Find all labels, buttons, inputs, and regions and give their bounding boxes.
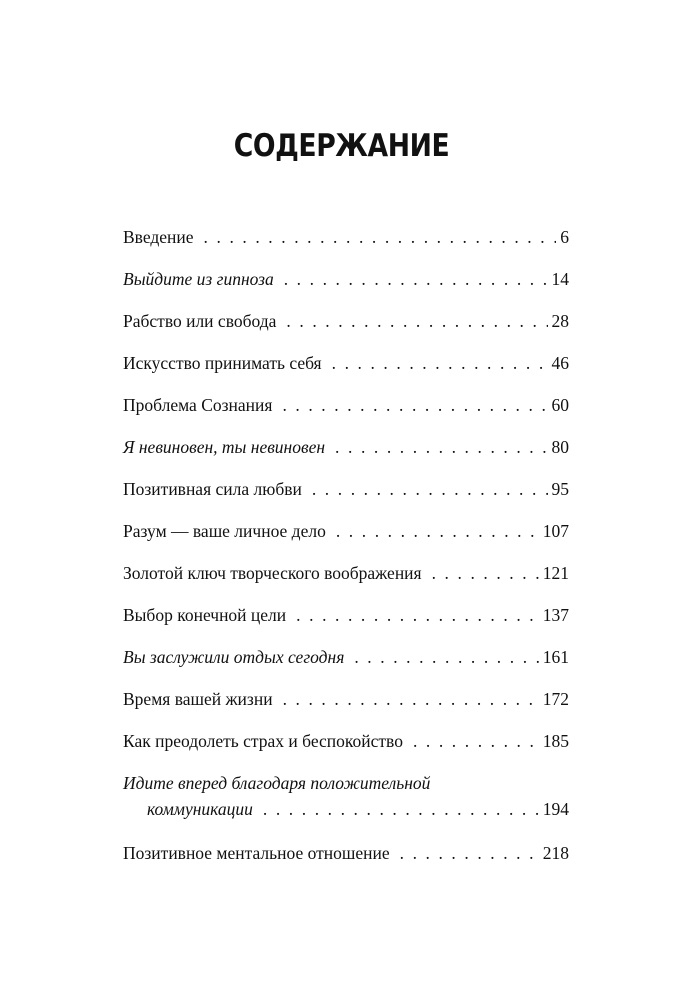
toc-entry-page: 80: [551, 437, 569, 457]
toc-entry-page: 194: [542, 799, 569, 819]
toc-entry-title: Как преодолеть страх и беспокойство: [123, 731, 403, 751]
dot-leader: [312, 476, 548, 502]
page-title: СОДЕРЖАНИЕ: [233, 128, 450, 164]
toc-entry[interactable]: [123, 560, 569, 602]
toc-entry-title: Введение: [123, 227, 194, 247]
toc-entry-page: 6: [560, 227, 569, 247]
dot-leader: [335, 434, 547, 460]
dot-leader: [282, 392, 547, 418]
toc-entry-title: Искусство принимать себя: [123, 353, 322, 373]
table-of-contents: [123, 224, 569, 882]
toc-entry-title-continuation: коммуникации: [147, 799, 253, 819]
toc-entry-page: 60: [551, 395, 569, 415]
toc-entry[interactable]: [123, 266, 569, 308]
toc-entry-page: 14: [551, 269, 569, 289]
toc-entry[interactable]: [123, 840, 569, 882]
toc-entry-title: Время вашей жизни: [123, 689, 273, 709]
toc-entry-page: 28: [551, 311, 569, 331]
dot-leader: [204, 224, 557, 250]
dot-leader: [336, 518, 539, 544]
toc-entry-title: Позитивное ментальное отношение: [123, 843, 390, 863]
toc-entry-title: Рабство или свобода: [123, 311, 277, 331]
toc-entry-title: Вы заслужили отдых сегодня: [123, 647, 345, 667]
toc-entry[interactable]: [123, 518, 569, 560]
toc-entry-page: 95: [551, 479, 569, 499]
toc-entry[interactable]: [123, 392, 569, 434]
toc-entry-title: Разум — ваше личное дело: [123, 521, 326, 541]
toc-entry-title: Выбор конечной цели: [123, 605, 287, 625]
toc-entry[interactable]: [123, 644, 569, 686]
toc-entry[interactable]: [123, 602, 569, 644]
toc-entry-title: Выйдите из гипноза: [123, 269, 274, 289]
toc-entry-page: 185: [542, 731, 569, 751]
toc-entry[interactable]: [123, 770, 569, 840]
toc-entry-page: 161: [542, 647, 569, 667]
toc-entry-title: Проблема Сознания: [123, 395, 273, 415]
toc-entry-page: 137: [542, 605, 569, 625]
toc-entry[interactable]: [123, 728, 569, 770]
toc-entry[interactable]: [123, 476, 569, 518]
toc-entry[interactable]: [123, 308, 569, 350]
dot-leader: [296, 602, 539, 628]
dot-leader: [413, 728, 539, 754]
toc-entry-title: Идите вперед благодаря положительной: [123, 773, 431, 793]
dot-leader: [354, 644, 538, 670]
toc-entry-page: 172: [542, 689, 569, 709]
dot-leader: [432, 560, 539, 586]
toc-entry-title: Позитивная сила любви: [123, 479, 302, 499]
toc-entry-page: 46: [551, 353, 569, 373]
toc-entry[interactable]: [123, 224, 569, 266]
dot-leader: [286, 308, 547, 334]
toc-entry-title: Золотой ключ творческого воображения: [123, 563, 422, 583]
dot-leader: [283, 686, 539, 712]
dot-leader: [263, 796, 539, 822]
dot-leader: [400, 840, 539, 866]
toc-entry[interactable]: [123, 434, 569, 476]
dot-leader: [332, 350, 548, 376]
toc-entry-page: 218: [542, 843, 569, 863]
toc-entry[interactable]: [123, 350, 569, 392]
toc-entry-page: 121: [542, 563, 569, 583]
toc-entry-title: Я невиновен, ты невиновен: [123, 437, 326, 457]
toc-entry-page: 107: [542, 521, 569, 541]
toc-entry[interactable]: [123, 686, 569, 728]
dot-leader: [284, 266, 548, 292]
